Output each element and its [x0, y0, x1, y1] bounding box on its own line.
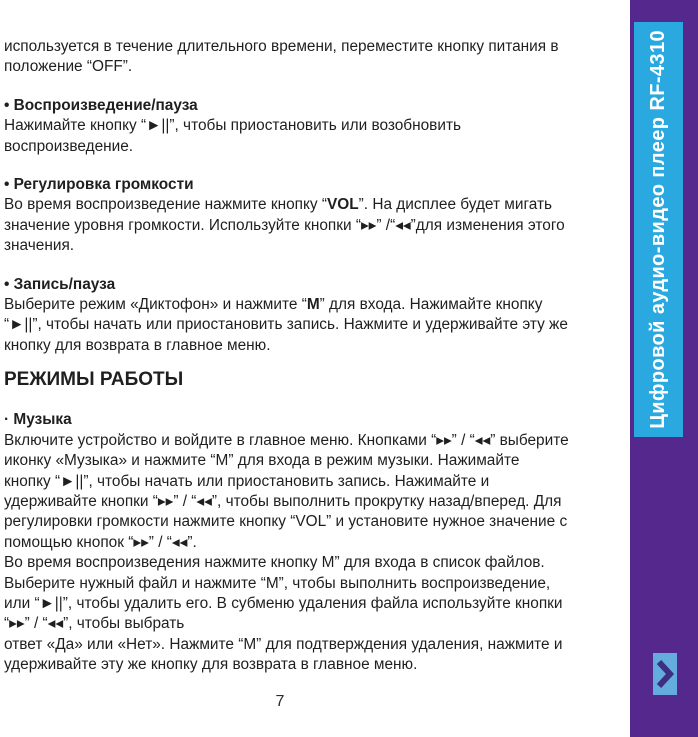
paragraph: Во время воспроизведение нажмите кнопку “VOL”. На дисплее будет мигать значение уровня громкости. Используйте кнопки “▸▸” /“◂◂”для изменения этого значения. [4, 196, 565, 255]
manual-text [4, 37, 628, 676]
chevron-right-icon [654, 655, 676, 693]
page-number: 7 [275, 693, 285, 710]
paragraph: используется в течение длительного времени, переместите кнопку питания в положение “OFF”. [4, 38, 559, 76]
emphasized-text: М [306, 296, 320, 314]
subsection-heading: · Музыка [4, 411, 72, 429]
product-title-box [634, 22, 683, 437]
page-nav-box [653, 653, 677, 695]
paragraph: Во время воспроизведения нажмите кнопку М” для входа в список файлов. Выберите нужный файл и нажмите “М”, чтобы выполнить воспроизведение, или “►||”, чтобы удалить его. В субменю удаления файла используйте кнопки “▸▸” / “◂◂”, чтобы выбрать ответ «Да» или «Нет». Нажмите “М” для подтверждения удаления, нажмите и удерживайте эту же кнопку для возврата в главное меню. [4, 554, 563, 674]
emphasized-text: VOL [327, 196, 359, 214]
paragraph: Нажимайте кнопку “►||”, чтобы приостановить или возобновить воспроизведение. [4, 117, 462, 155]
sidebar-band [630, 0, 698, 737]
product-title: Цифровой аудио-видео плеер RF-4310 [647, 30, 669, 429]
section-title: РЕЖИМЫ РАБОТЫ [4, 369, 184, 391]
subsection-heading: • Воспроизведение/пауза [4, 96, 198, 114]
paragraph: Выберите режим «Диктофон» и нажмите “М” для входа. Нажимайте кнопку “►||”, чтобы начать или приостановить запись. Нажмите и удерживайте эту же кнопку для возврата в главное меню. [4, 296, 568, 354]
subsection-heading: • Запись/пауза [4, 275, 116, 293]
subsection-heading: • Регулировка громкости [4, 176, 194, 194]
paragraph: Включите устройство и войдите в главное меню. Кнопками “▸▸” / “◂◂” выберите иконку «Музыка» и нажмите “М” для входа в режим музыки. Нажимайте кнопку “►||”, чтобы начать или приостановить запись. Нажимайте и удерживайте кнопки “▸▸” / “◂◂”, чтобы выполнить прокрутку назад/вперед. Для регулировки громкости нажмите кнопку “VOL” и установите нужное значение с помощью кнопок “▸▸” / “◂◂”. [4, 431, 569, 551]
